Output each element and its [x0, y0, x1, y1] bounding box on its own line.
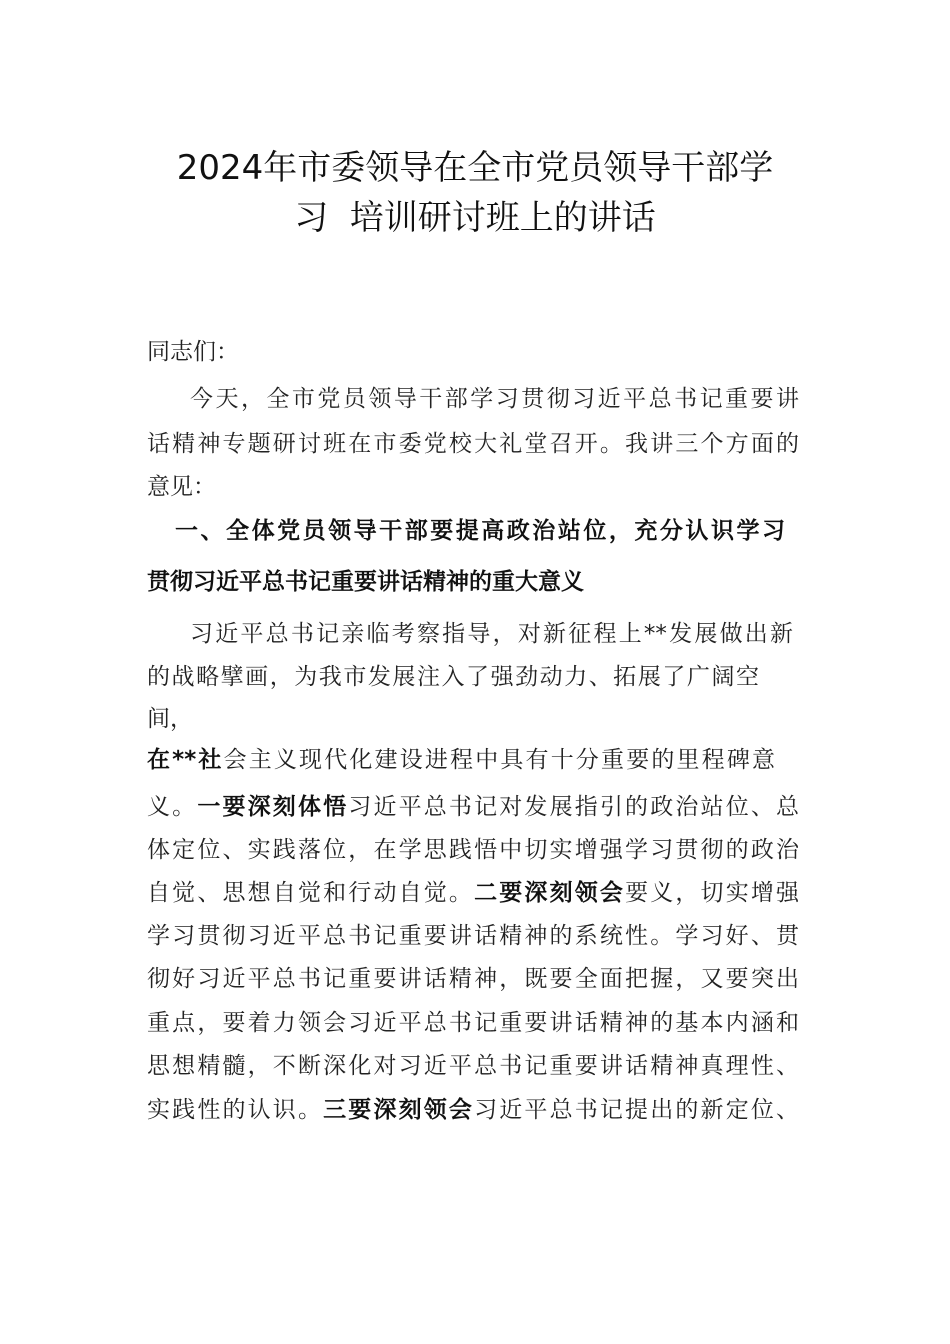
body-line-9: 彻好习近平总书记重要讲话精神，既要全面把握，又要突出 — [147, 966, 799, 992]
body-line-4-bold: 在**社 — [147, 747, 224, 773]
body-line-12 — [147, 1095, 799, 1125]
body-line-12-lead: 实践性的认识。 — [147, 1097, 324, 1123]
body-line-7 — [147, 878, 799, 908]
body-line-2: 的战略擘画，为我市发展注入了强劲动力、拓展了广阔空 — [147, 664, 759, 690]
document-title-line-2: 习 培训研讨班上的讲话 — [294, 198, 656, 238]
emphasis-three: 三要深刻领会 — [323, 1097, 475, 1123]
intro-line-1: 今天，全市党员领导干部学习贯彻习近平总书记重要讲 — [190, 386, 799, 412]
body-line-5-text: 习近平总书记对发展指引的政治站位、总 — [348, 794, 800, 820]
section-heading-1-line-2: 贯彻习近平总书记重要讲话精神的重大意义 — [147, 569, 584, 595]
body-line-6: 体定位、实践落位，在学思践悟中切实增强学习贯彻的政治 — [147, 837, 799, 863]
body-line-4 — [147, 745, 775, 775]
body-line-5-lead: 义。 — [147, 794, 198, 820]
section-heading-1-line-1: 一、全体党员领导干部要提高政治站位，充分认识学习 — [175, 518, 785, 544]
body-line-3: 间， — [147, 706, 193, 732]
intro-line-2: 话精神专题研讨班在市委党校大礼堂召开。我讲三个方面的 — [147, 431, 799, 457]
body-line-5 — [147, 792, 799, 822]
body-line-12-text: 习近平总书记提出的新定位、 — [474, 1097, 800, 1123]
salutation: 同志们： — [147, 339, 239, 365]
body-line-1: 习近平总书记亲临考察指导，对新征程上**发展做出新 — [190, 621, 793, 647]
body-line-10: 重点，要着力领会习近平总书记重要讲话精神的基本内涵和 — [147, 1010, 799, 1036]
body-line-11: 思想精髓，不断深化对习近平总书记重要讲话精神真理性、 — [147, 1053, 799, 1079]
body-line-4-text: 会主义现代化建设进程中具有十分重要的里程碑意 — [223, 747, 776, 773]
emphasis-one: 一要深刻体悟 — [197, 794, 349, 820]
emphasis-two: 二要深刻领会 — [474, 880, 626, 906]
body-line-7-lead: 自觉、思想自觉和行动自觉。 — [147, 880, 475, 906]
body-line-8: 学习贯彻习近平总书记重要讲话精神的系统性。学习好、贯 — [147, 923, 799, 949]
body-line-7-text: 要义，切实增强 — [625, 880, 800, 906]
intro-line-3: 意见： — [147, 474, 216, 500]
document-title-line-1: 2024年市委领导在全市党员领导干部学 — [176, 148, 774, 188]
